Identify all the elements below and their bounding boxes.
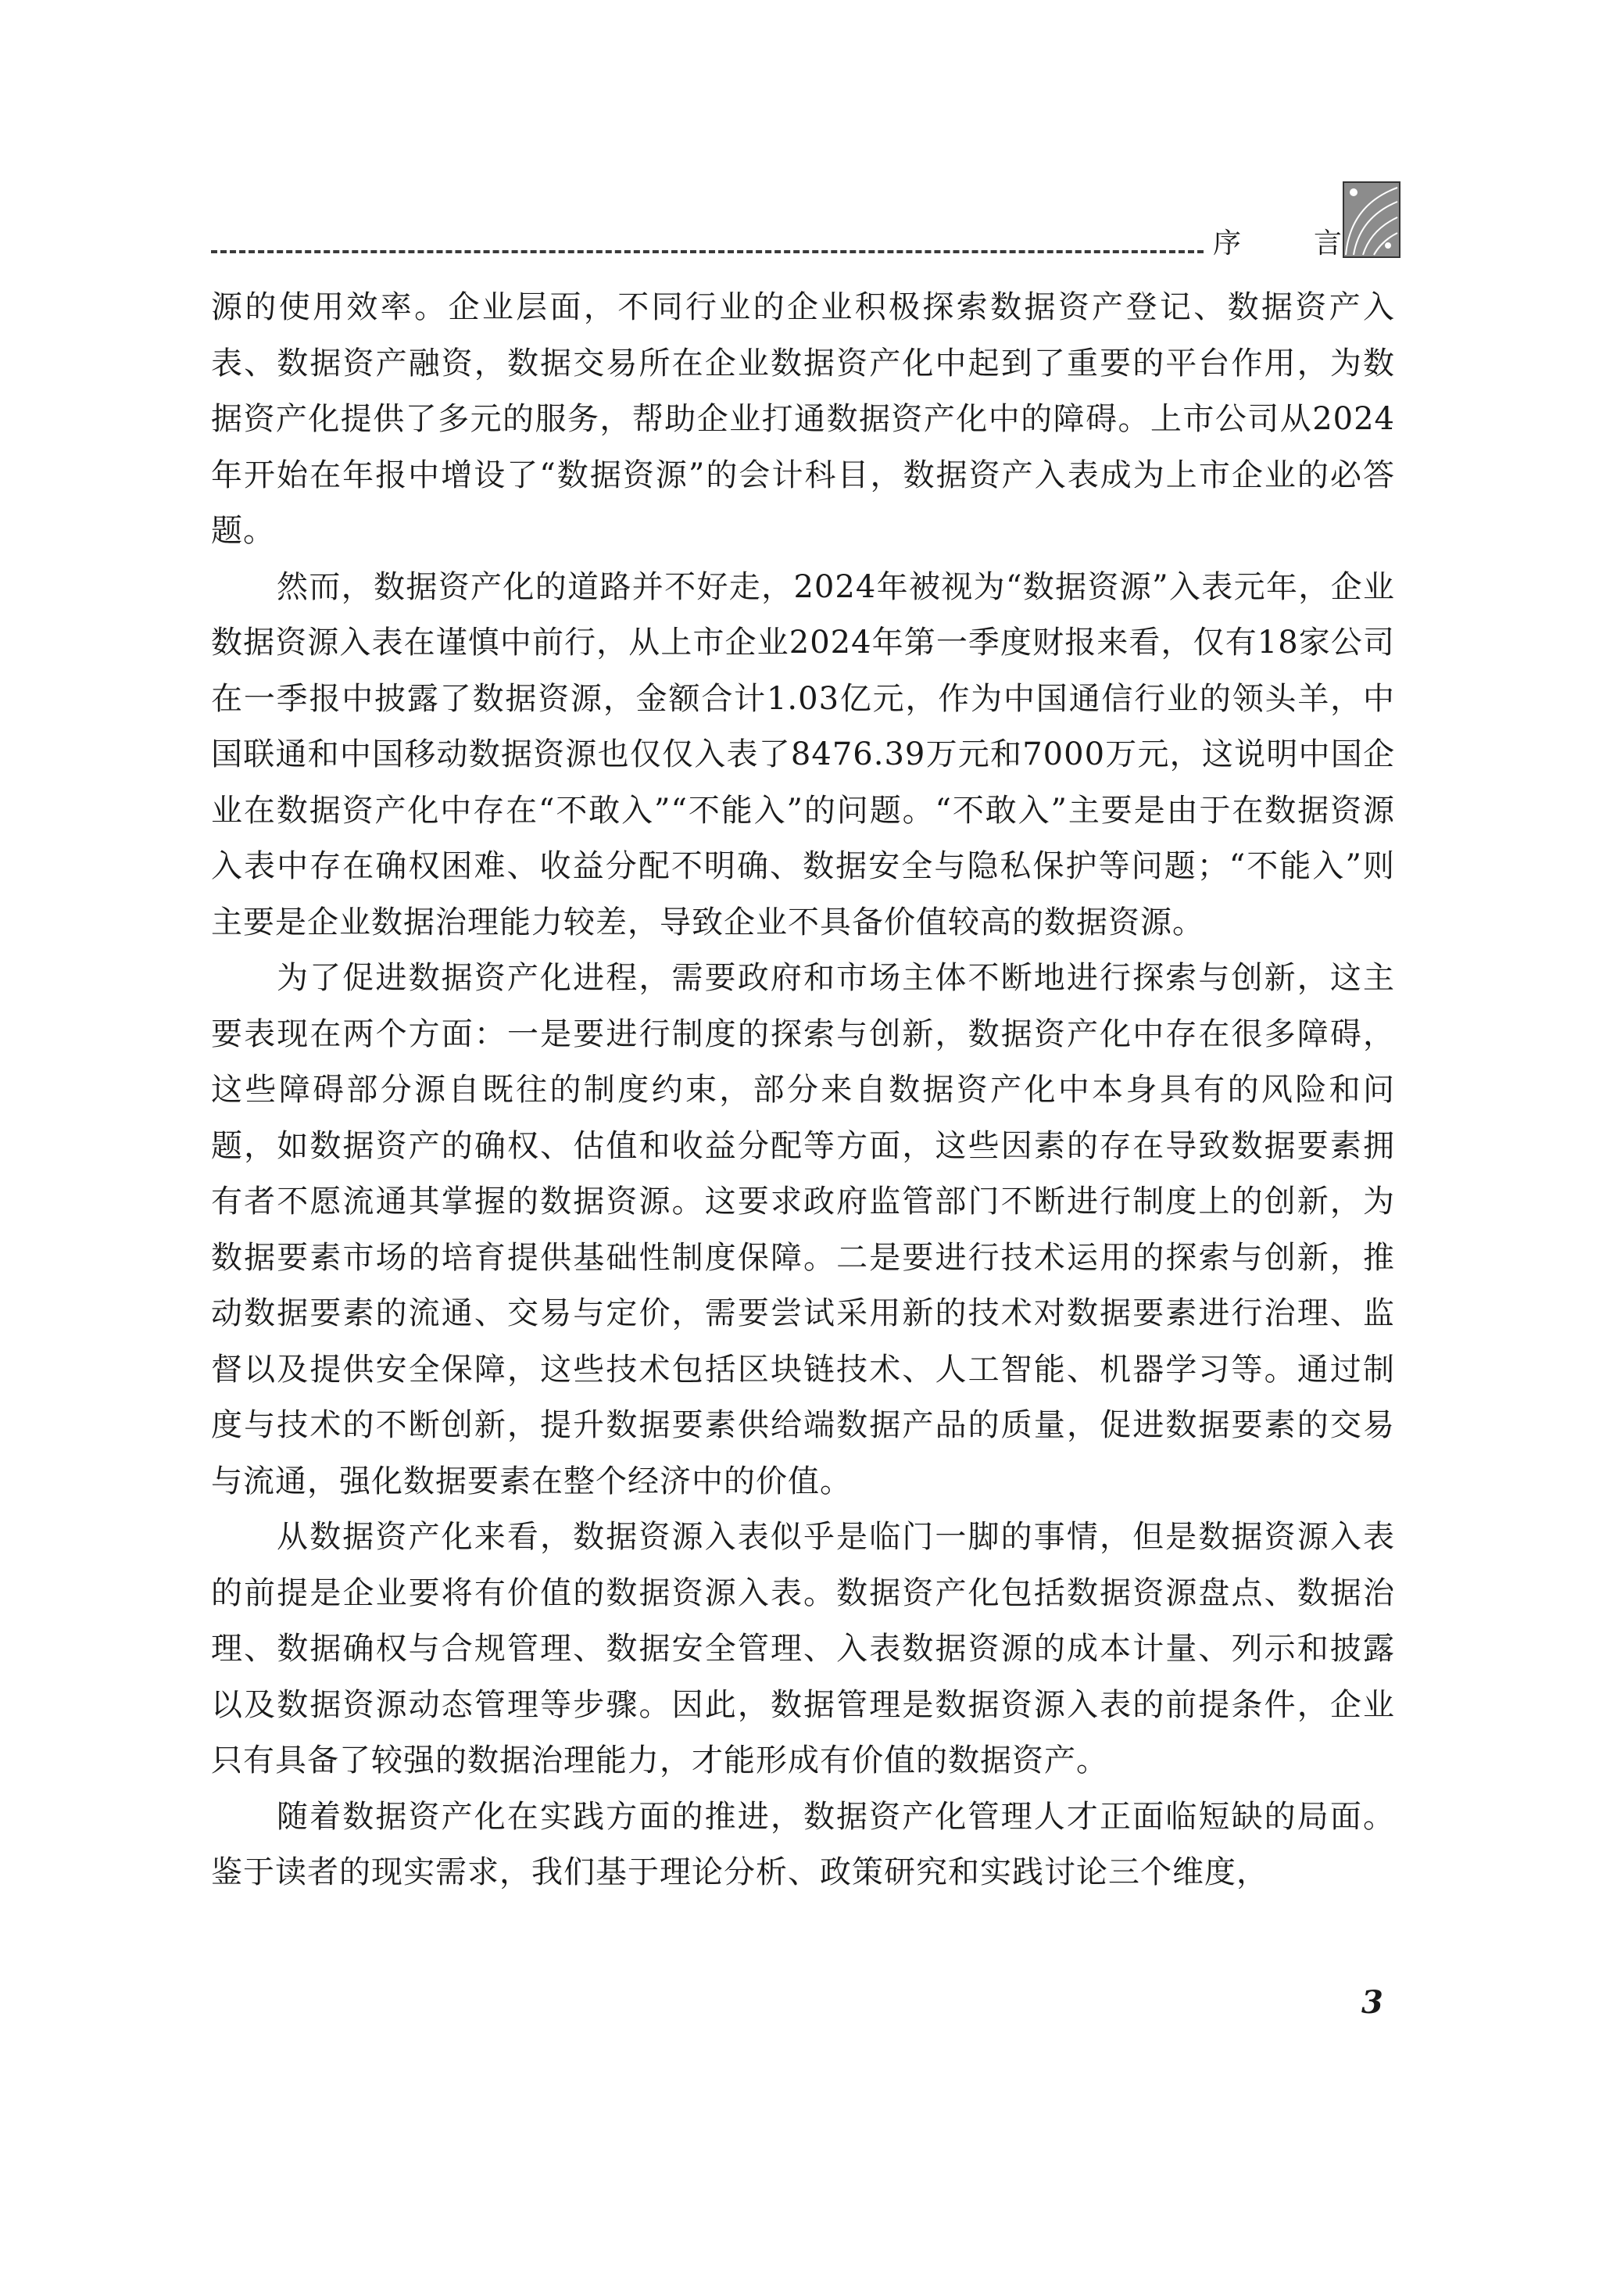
paragraph-1: 源的使用效率。企业层面，不同行业的企业积极探索数据资产登记、数据资产入表、数据资产融资，数据交易所在企业数据资产化中起到了重要的平台作用，为数据资产化提供了多元的服务，帮助企业打通数据资产化中的障碍。上市公司从2024年开始在年报中增设了“数据资源”的会计科目，数据资产入表成为上市企业的必答题。	[211, 289, 1395, 549]
paragraph-3: 为了促进数据资产化进程，需要政府和市场主体不断地进行探索与创新，这主要表现在两个方面：一是要进行制度的探索与创新，数据资产化中存在很多障碍，这些障碍部分源自既往的制度约束，部分来自数据资产化中本身具有的风险和问题，如数据资产的确权、估值和收益分配等方面，这些因素的存在导致数据要素拥有者不愿流通其掌握的数据资源。这要求政府监管部门不断进行制度上的创新，为数据要素市场的培育提供基础性制度保障。二是要进行技术运用的探索与创新，推动数据要素的流通、交易与定价，需要尝试采用新的技术对数据要素进行治理、监督以及提供安全保障，这些技术包括区块链技术、人工智能、机器学习等。通过制度与技术的不断创新，提升数据要素供给端数据产品的质量，促进数据要素的交易与流通，强化数据要素在整个经济中的价值。	[211, 960, 1395, 1499]
paragraph-5: 随着数据资产化在实践方面的推进，数据资产化管理人才正面临短缺的局面。鉴于读者的现实需求，我们基于理论分析、政策研究和实践讨论三个维度，	[211, 1798, 1395, 1890]
paragraph-2: 然而，数据资产化的道路并不好走，2024年被视为“数据资源”入表元年，企业数据资源入表在谨慎中前行，从上市企业2024年第一季度财报来看，仅有18家公司在一季报中披露了数据资源，金额合计1.03亿元，作为中国通信行业的领头羊，中国联通和中国移动数据资源也仅仅入表了8476.39万元和7000万元，这说明中国企业在数据资产化中存在“不敢入”“不能入”的问题。“不敢入”主要是由于在数据资源入表中存在确权困难、收益分配不明确、数据安全与隐私保护等问题；“不能入”则主要是企业数据治理能力较差，导致企业不具备价值较高的数据资源。	[211, 568, 1395, 940]
page-number: 3	[1361, 1984, 1383, 2021]
header-dashed-rule	[211, 250, 1204, 253]
paragraph-4: 从数据资产化来看，数据资源入表似乎是临门一脚的事情，但是数据资源入表的前提是企业要将有价值的数据资源入表。数据资产化包括数据资源盘点、数据治理、数据确权与合规管理、数据安全管理、入表数据资源的成本计量、列示和披露以及数据资源动态管理等步骤。因此，数据管理是数据资源入表的前提条件，企业只有具备了较强的数据治理能力，才能形成有价值的数据资产。	[211, 1519, 1395, 1778]
body-text	[211, 280, 1395, 1901]
running-header	[1213, 225, 1342, 263]
header-title-char-1: 序	[1213, 227, 1242, 260]
header-title-char-2: 言	[1313, 227, 1342, 260]
corner-decoration-icon	[1343, 181, 1400, 258]
